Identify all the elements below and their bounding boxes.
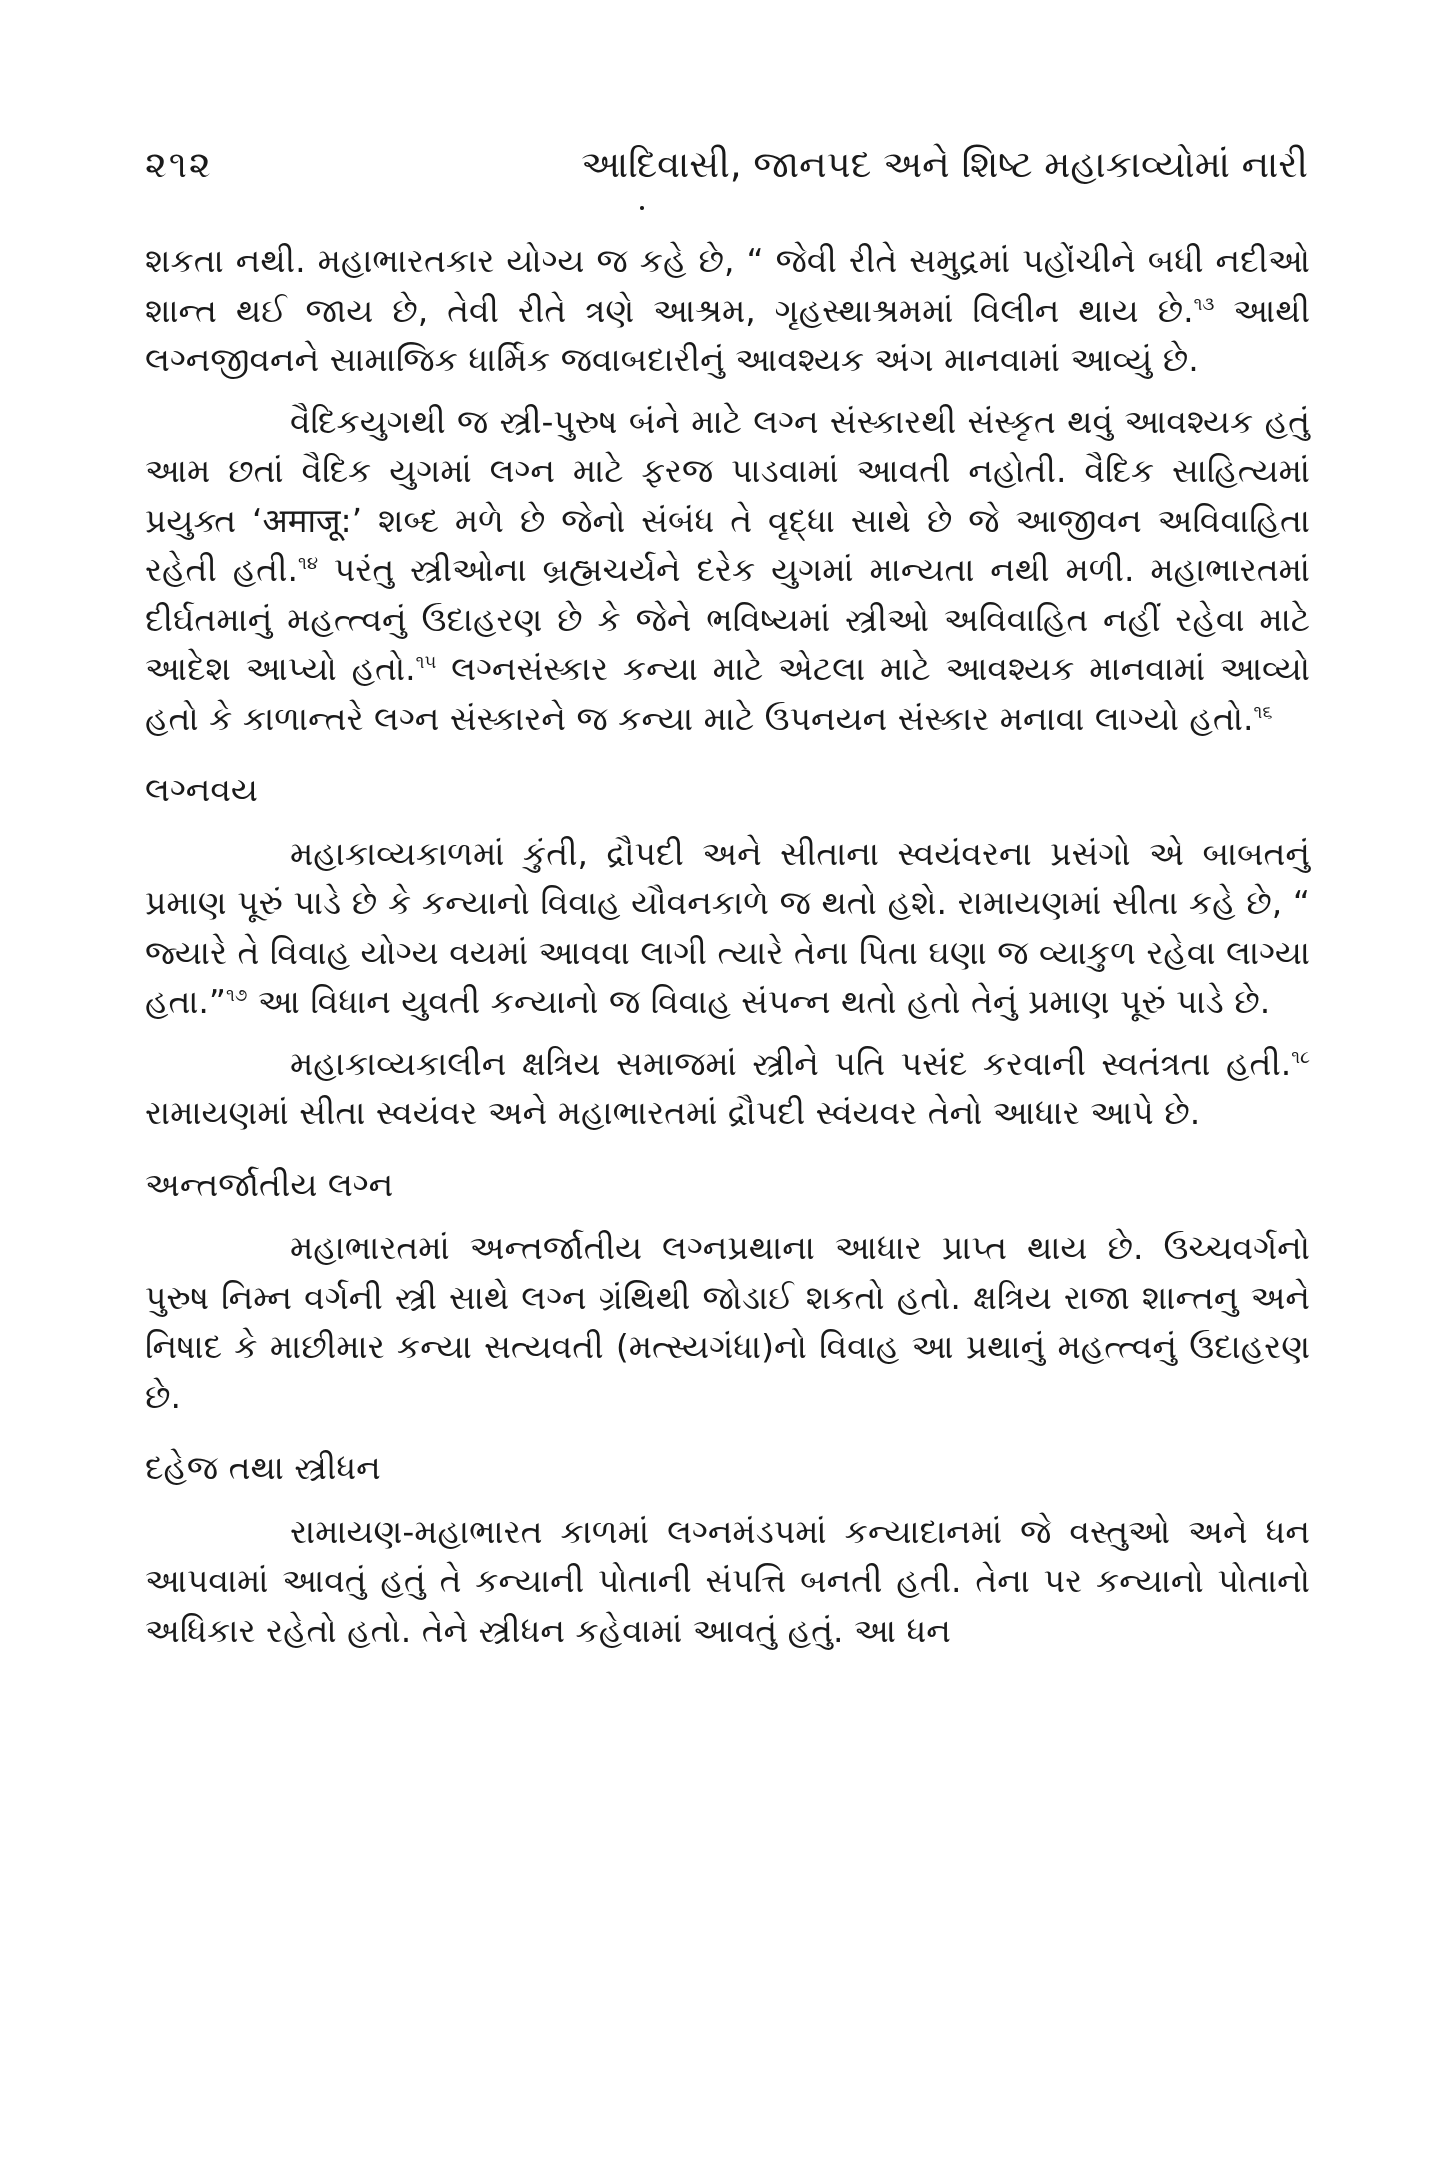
footnote-marker: ૧૭: [226, 985, 248, 1006]
paragraph-vedic-marriage: [145, 397, 1310, 744]
paragraph-text: પરંતુ સ્ત્રીઓના બ્રહ્મચર્યને દરેક યુગમાં માન્યતા નથી મળી. મહાભારતમાં દીર્ઘતમાનું મહત્ત્વનું ઉદાહરણ છે કે જેને ભવિષ્યમાં સ્ત્રીઓ અવિવાહિત નહીં રહેવા માટે આદેશ આપ્યો હતો.: [145, 550, 1310, 688]
paragraph-text: આ વિધાન યુવતી કન્યાનો જ વિવાહ સંપન્ન થતો હતો તેનું પ્રમાણ પૂરું પાડે છે.: [247, 982, 1271, 1021]
footnote-marker: ૧૪: [298, 553, 318, 574]
footnote-marker: ૧૬: [1253, 701, 1273, 723]
paragraph-text: મહાભારતમાં અન્તર્જાતીય લગ્નપ્રથાના આધાર પ્રાપ્ત થાય છે. ઉચ્ચવર્ગનો પુરુષ નિમ્ન વર્ગની સ્ત્રી સાથે લગ્ન ગ્રંથિથી જોડાઈ શકતો હતો. ક્ષત્રિય રાજા શાન્તનુ અને નિષાદ કે માછીમાર કન્યા સત્યવતી (મત્સ્યગંધા)નો વિવાહ આ પ્રથાનું મહત્ત્વનું ઉદાહરણ છે.: [145, 1228, 1310, 1416]
page-number: ૨૧૨: [145, 143, 213, 186]
paragraph-dowry: [145, 1507, 1310, 1656]
section-heading-marriage-age: લગ્નવય: [145, 770, 258, 809]
paragraph-text: મહાકાવ્યકાલીન ક્ષત્રિય સમાજમાં સ્ત્રીને પતિ પસંદ કરવાની સ્વતંત્રતા હતી.: [290, 1043, 1292, 1083]
paragraph-text: રામાયણ-મહાભારત કાળમાં લગ્નમંડપમાં કન્યાદાનમાં જે વસ્તુઓ અને ધન આપવામાં આવતું હતું તે કન્યાની પોતાની સંપત્તિ બનતી હતી. તેના પર કન્યાનો પોતાનો અધિકાર રહેતો હતો. તેને સ્ત્રીધન કહેવામાં આવતું હતું. આ ધન: [145, 1511, 1310, 1650]
paragraph-kshatriya-choice: [145, 1039, 1310, 1138]
running-title: આદિવાસી, જાનપદ અને શિષ્ટ મહાકાવ્યોમાં નારી: [581, 143, 1308, 186]
section-heading-dowry: દહેજ તથા સ્ત્રીધન: [145, 1448, 381, 1487]
page-body: [145, 236, 1310, 1655]
section-heading-intercaste-marriage: અન્તર્જાતીય લગ્ન: [145, 1164, 394, 1204]
paragraph-text: આથી લગ્નજીવનને સામાજિક ધાર્મિક જવાબદારીનું આવશ્યક અંગ માનવામાં આવ્યું છે.: [145, 290, 1311, 379]
paragraph-text: રામાયણમાં સીતા સ્વયંવર અને મહાભારતમાં દ્રૌપદી સ્વંયવર તેનો આધાર આપે છે.: [145, 1093, 1201, 1132]
paragraph-continued: [145, 236, 1310, 385]
footnote-marker: ૧૮: [1291, 1046, 1310, 1068]
paragraph-text: શકતા નથી. મહાભારતકાર યોગ્ય જ કહે છે, “ જેવી રીતે સમુદ્રમાં પહોંચીને બધી નદીઓ શાન્ત થઈ જાય છે, તેવી રીતે ત્રણે આશ્રમ, ગૃહસ્થાશ્રમમાં વિલીન થાય છે.: [145, 241, 1310, 330]
book-page: [145, 140, 1310, 1655]
paragraph-text: મહાકાવ્યકાળમાં કુંતી, દ્રૌપદી અને સીતાના સ્વયંવરના પ્રસંગો એ બાબતનું પ્રમાણ પૂરું પાડે છે કે કન્યાનો વિવાહ યૌવનકાળે જ થતો હશે. રામાયણમાં સીતા કહે છે, “ જ્યારે તે વિવાહ યોગ્ય વયમાં આવવા લાગી ત્યારે તેના પિતા ઘણા જ વ્યાકુળ રહેવા લાગ્યા હતા.”: [145, 833, 1310, 1021]
paragraph-text: લગ્નસંસ્કાર કન્યા માટે એટલા માટે આવશ્યક માનવામાં આવ્યો હતો કે કાળાન્તરે લગ્ન સંસ્કારને જ કન્યા માટે ઉપનયન સંસ્કાર મનાવા લાગ્યો હતો.: [145, 649, 1310, 738]
running-header: [145, 140, 1310, 200]
footnote-marker: ૧૩: [1193, 293, 1215, 315]
paragraph-intercaste-marriage: [145, 1223, 1310, 1421]
paragraph-marriage-age: [145, 829, 1310, 1027]
paragraph-text: વૈદિકયુગથી જ સ્ત્રી-પુરુષ બંને માટે લગ્ન સંસ્કારથી સંસ્કૃત થવું આવશ્યક હતું આમ છતાં વૈદિક યુગમાં લગ્ન માટે ફરજ પાડવામાં આવતી નહોતી. વૈદિક સાહિત્યમાં પ્રયુક્ત ‘अमाजू:’ શબ્દ મળે છે જેનો સંબંધ તે વૃદ્ધા સાથે છે જે આજીવન અવિવાહિતા રહેતી હતી.: [145, 401, 1310, 589]
footnote-marker: ૧૫: [415, 652, 437, 673]
print-speck: [640, 206, 644, 210]
